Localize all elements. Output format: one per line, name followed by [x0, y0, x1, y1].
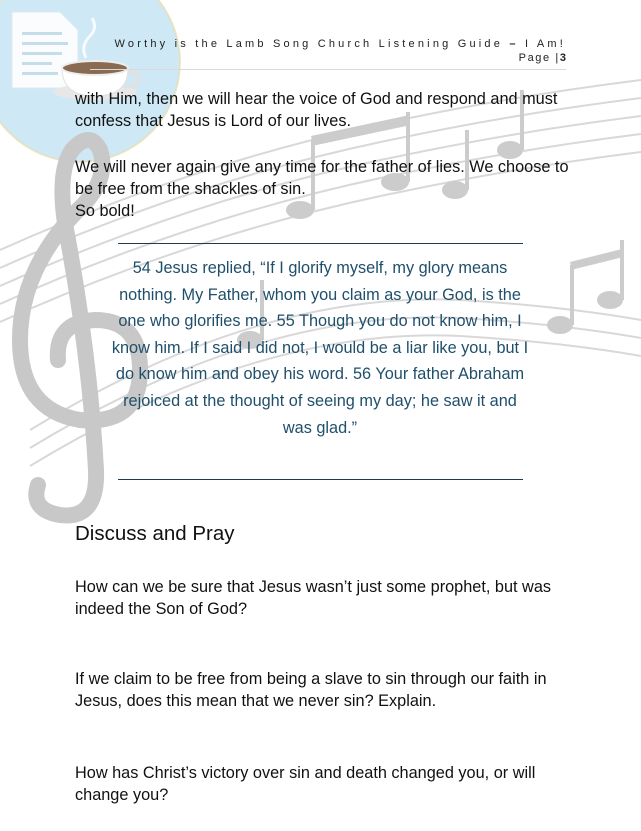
page-label: Page |: [518, 52, 560, 64]
page-indicator: [115, 52, 566, 64]
body-paragraph-2-text: We will never again give any time for the father of lies. We choose to be free from the shackles of sin.: [75, 158, 569, 198]
scripture-bottom-rule: [118, 479, 523, 480]
header-title: [115, 38, 566, 50]
discussion-question: How can we be sure that Jesus wasn’t just some prophet, but was indeed the Son of God?: [75, 578, 552, 618]
title-dash: –: [509, 38, 519, 50]
discussion-question: How has Christ’s victory over sin and death changed you, or will change you?: [75, 764, 536, 804]
body-paragraph-2: [75, 156, 575, 222]
guide-title: Worthy is the Lamb Song Church Listening Guide: [114, 38, 504, 50]
scripture-quote: 54 Jesus replied, “If I glorify myself, my glory means nothing. My Father, whom you claim as your God, is the one who glorifies me. 55 Though you do not know him, I know him. If I said I did not, I would be a liar like you, but I do know him and obey his word. 56 Your father Abraham rejoiced at the thought of seeing my day; he saw it and was glad.”: [111, 259, 529, 437]
header-divider: [90, 69, 566, 70]
body-paragraph-2-exclamation: So bold!: [75, 202, 135, 220]
body-paragraph-1: with Him, then we will hear the voice of God and respond and must confess that Jesus is Lord of our lives.: [75, 90, 558, 130]
discussion-question: If we claim to be free from being a slave to sin through our faith in Jesus, does this mean that we never sin? Explain.: [75, 670, 547, 710]
scripture-top-rule: [118, 243, 523, 244]
section-heading: Discuss and Pray: [75, 522, 235, 545]
page-header: [115, 38, 566, 64]
guide-subtitle: I Am!: [524, 38, 566, 50]
page-number: 3: [559, 52, 566, 64]
